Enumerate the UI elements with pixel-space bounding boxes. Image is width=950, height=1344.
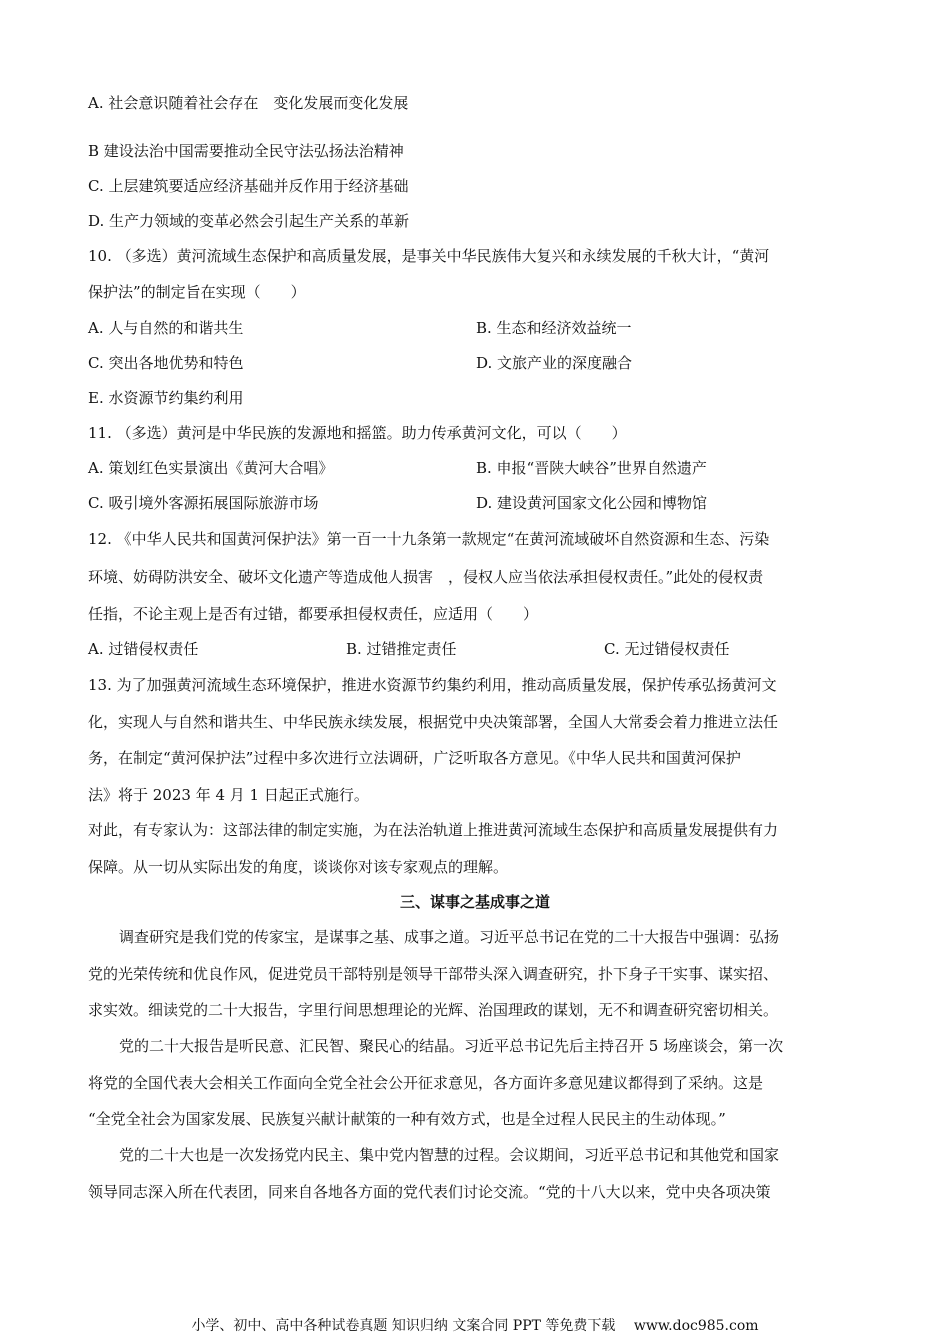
q12-line1: 12. 《中华人民共和国黄河保护法》第一百一十九条第一款规定“在黄河流域破坏自然资源和生态、污染 [88,530,770,548]
s3-p1-line1: 调查研究是我们党的传家宝，是谋事之基、成事之道。习近平总书记在党的二十大报告中强调：弘扬 [119,928,780,946]
q13-line6: 保障。从一切从实际出发的角度，谈谈你对该专家观点的理解。 [88,858,509,876]
s3-p3-line1: 党的二十大也是一次发扬党内民主、集中党内智慧的过程。会议期间，习近平总书记和其他党和国家 [119,1146,780,1164]
s3-p2-line3: “全党全社会为国家发展、民族复兴献计献策的一种有效方式，也是全过程人民民主的生动体现。” [88,1110,726,1128]
q12-option-b: B. 过错推定责任 [346,640,457,658]
q9-option-a: A. 社会意识随着社会存在 变化发展而变化发展 [88,94,409,112]
q13-line5: 对此，有专家认为：这部法律的制定实施，为在法治轨道上推进黄河流域生态保护和高质量发展提供有力 [88,821,779,839]
q9-option-d: D. 生产力领域的变革必然会引起生产关系的革新 [88,212,410,230]
q12-option-a: A. 过错侵权责任 [88,640,199,658]
q10-option-e: E. 水资源节约集约利用 [88,389,244,407]
q12-option-c: C. 无过错侵权责任 [604,640,730,658]
q13-line3: 务，在制定“黄河保护法”过程中多次进行立法调研，广泛听取各方意见。《中华人民共和国黄河保护 [88,749,741,767]
s3-p3-line2: 领导同志深入所在代表团，同来自各地各方面的党代表们讨论交流。“党的十八大以来，党中央各项决策 [88,1183,771,1201]
page-footer: 小学、初中、高中各种试卷真题 知识归纳 文案合同 PPT 等免费下载 www.doc985.com [191,1318,759,1334]
q9-option-c: C. 上层建筑要适应经济基础并反作用于经济基础 [88,177,409,195]
section-title: 三、谋事之基成事之道 [399,893,550,911]
q13-line4: 法》将于 2023 年 4 月 1 日起正式施行。 [88,786,369,804]
s3-p2-line1: 党的二十大报告是听民意、汇民智、聚民心的结晶。习近平总书记先后主持召开 5 场座谈会，第一次 [119,1037,784,1055]
q10-option-c: C. 突出各地优势和特色 [88,354,244,372]
q13-line1: 13. 为了加强黄河流域生态环境保护，推进水资源节约集约利用，推动高质量发展，保护传承弘扬黄河文 [88,676,777,694]
q13-line2: 化，实现人与自然和谐共生、中华民族永续发展，根据党中央决策部署，全国人大常委会着力推进立法任 [88,713,779,731]
q11-stem: 11. （多选）黄河是中华民族的发源地和摇篮。助力传承黄河文化，可以（ ） [88,424,627,442]
q9-option-b: B 建设法治中国需要推动全民守法弘扬法治精神 [88,142,404,160]
q12-line3: 任指，不论主观上是否有过错，都要承担侵权责任，应适用（ ） [88,605,539,623]
q10-option-d: D. 文旅产业的深度融合 [476,354,633,372]
q12-line2: 环境、妨碍防洪安全、破坏文化遗产等造成他人损害 ，侵权人应当依法承担侵权责任。”此处的侵权责 [88,568,764,586]
s3-p1-line3: 求实效。细读党的二十大报告，字里行间思想理论的光辉、治国理政的谋划，无不和调查研究密切相关。 [88,1001,779,1019]
q10-option-b: B. 生态和经济效益统一 [476,319,632,337]
q11-option-c: C. 吸引境外客源拓展国际旅游市场 [88,494,319,512]
s3-p1-line2: 党的光荣传统和优良作风，促进党员干部特别是领导干部带头深入调查研究，扑下身子干实事、谋实招、 [88,965,779,983]
q10-stem-line1: 10. （多选）黄河流域生态保护和高质量发展，是事关中华民族伟大复兴和永续发展的千秋大计，“黄河 [88,247,770,265]
q10-option-a: A. 人与自然的和谐共生 [88,319,244,337]
q11-option-b: B. 申报“晋陕大峡谷”世界自然遗产 [476,459,707,477]
s3-p2-line2: 将党的全国代表大会相关工作面向全党全社会公开征求意见，各方面许多意见建议都得到了采纳。这是 [88,1074,764,1092]
q10-stem-line2: 保护法”的制定旨在实现（ ） [88,283,306,301]
q11-option-a: A. 策划红色实景演出《黄河大合唱》 [88,459,334,477]
q11-option-d: D. 建设黄河国家文化公园和博物馆 [476,494,708,512]
